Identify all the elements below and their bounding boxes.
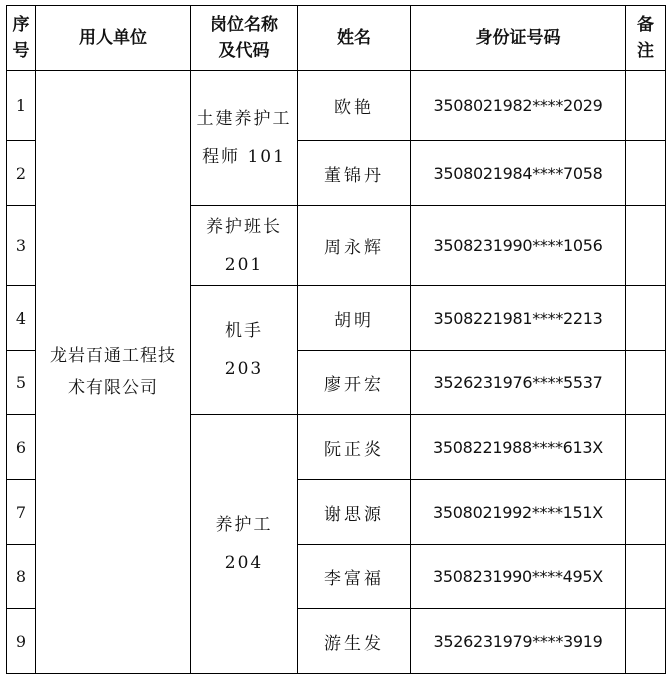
unit-line2: 术有限公司	[68, 378, 158, 398]
post-line2: 201	[224, 254, 264, 275]
name-cell: 董锦丹	[298, 141, 411, 206]
seq-cell: 5	[7, 351, 36, 415]
post-line1: 机手	[225, 321, 263, 341]
col-header-post-line2: 及代码	[218, 41, 270, 61]
id-cell: 3526231979****3919	[411, 609, 626, 674]
seq-cell: 4	[7, 286, 36, 351]
name-cell: 廖开宏	[298, 351, 411, 415]
name-cell: 李富福	[298, 545, 411, 609]
seq-cell: 3	[7, 206, 36, 286]
name-cell: 胡明	[298, 286, 411, 351]
post-line1: 养护班长	[206, 216, 282, 237]
post-cell	[191, 286, 298, 415]
seq-cell: 6	[7, 415, 36, 480]
note-cell	[626, 351, 666, 415]
id-cell: 3508231990****1056	[411, 206, 626, 286]
col-header-note-line1: 备	[637, 15, 654, 35]
note-cell	[626, 480, 666, 545]
post-cell	[191, 71, 298, 206]
seq-cell: 8	[7, 545, 36, 609]
seq-cell: 7	[7, 480, 36, 545]
unit-line1: 龙岩百通工程技	[50, 346, 176, 366]
name-cell: 阮正炎	[298, 415, 411, 480]
note-cell	[626, 206, 666, 286]
seq-cell: 9	[7, 609, 36, 674]
col-header-seq	[7, 6, 36, 71]
post-cell	[191, 206, 298, 286]
name-cell: 周永辉	[298, 206, 411, 286]
header-row	[7, 6, 666, 71]
col-header-post-line1: 岗位名称	[210, 15, 278, 35]
note-cell	[626, 609, 666, 674]
id-cell: 3508221981****2213	[411, 286, 626, 351]
post-line2: 203	[224, 359, 264, 379]
note-cell	[626, 545, 666, 609]
col-header-name: 姓名	[298, 6, 411, 71]
note-cell	[626, 71, 666, 141]
col-header-post	[191, 6, 298, 71]
unit-cell	[36, 71, 191, 674]
note-cell	[626, 415, 666, 480]
post-line2: 程师 101	[202, 147, 286, 167]
table-row	[7, 71, 666, 141]
col-header-note	[626, 6, 666, 71]
col-header-unit: 用人单位	[36, 6, 191, 71]
note-cell	[626, 286, 666, 351]
id-cell: 3508021992****151X	[411, 480, 626, 545]
id-cell: 3526231976****5537	[411, 351, 626, 415]
col-header-seq-line1: 序	[12, 15, 30, 35]
name-cell: 谢思源	[298, 480, 411, 545]
seq-cell: 1	[7, 71, 36, 141]
id-cell: 3508021984****7058	[411, 141, 626, 206]
name-cell: 游生发	[298, 609, 411, 674]
name-cell: 欧艳	[298, 71, 411, 141]
id-cell: 3508021982****2029	[411, 71, 626, 141]
post-line2: 204	[224, 553, 264, 573]
id-cell: 3508221988****613X	[411, 415, 626, 480]
roster-table	[6, 5, 666, 674]
col-header-note-line2: 注	[637, 41, 654, 61]
post-line1: 养护工	[215, 515, 273, 535]
col-header-seq-line2: 号	[12, 41, 30, 61]
seq-cell: 2	[7, 141, 36, 206]
post-cell	[191, 415, 298, 674]
col-header-id: 身份证号码	[411, 6, 626, 71]
post-line1: 土建养护工	[196, 109, 292, 129]
id-cell: 3508231990****495X	[411, 545, 626, 609]
note-cell	[626, 141, 666, 206]
